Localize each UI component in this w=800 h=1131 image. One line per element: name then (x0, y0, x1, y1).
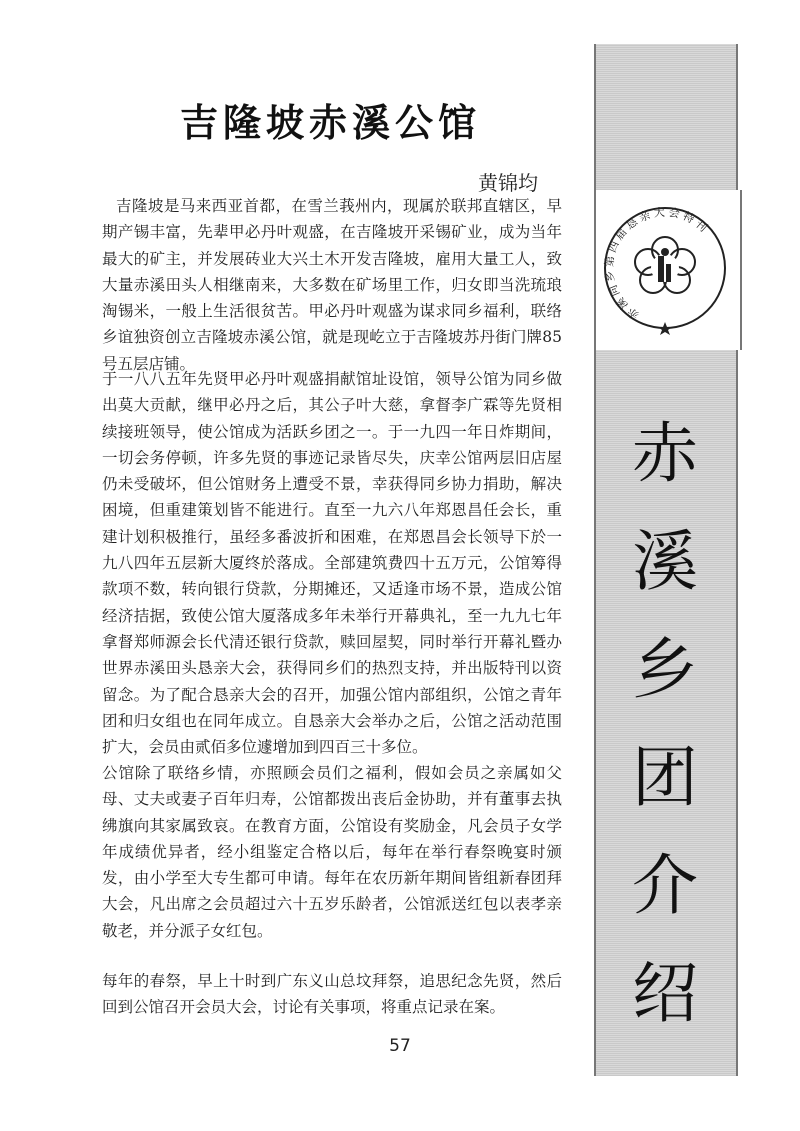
emblem-ring-text: 赤溪同乡第四届恳亲大会特刊 (602, 205, 712, 323)
flower-emblem-icon (595, 192, 735, 342)
page-number: 57 (389, 1036, 411, 1056)
paragraph-2: 于一八八五年先贤甲必丹叶观盛捐献馆址设馆，领导公馆为同乡做出莫大贡献，继甲必丹之后，其公子叶大慈，拿督李广霖等先贤相续接班领导，使公馆成为活跃乡团之一。于一九四一年日炸期间，一切会务停顿，许多先贤的事迹记录皆尽失，庆幸公馆两层旧店屋仍未受破坏，但公馆财务上遭受不景，幸获得同乡协力捐助，解决困境，但重建策划皆不能进行。直至一九六八年郑恩昌任会长，重建计划积极推行，虽经多番波折和困难，在郑恩昌会长领导下於一九八四年五层新大厦终於落成。全部建筑费四十五万元，公馆筹得款项不数，转向银行贷款，分期摊还，又适逢市场不景，造成公馆经济拮据，致使公馆大厦落成多年未举行开幕典礼，至一九九七年拿督郑师源会长代清还银行贷款，赎回屋契，同时举行开幕礼暨办世界赤溪田头恳亲大会，获得同乡们的热烈支持，并出版特刊以资留念。为了配合恳亲大会的召开，加强公馆内部组织，公馆之青年团和归女组也在同年成立。自恳亲大会举办之后，公馆之活动范围扩大，会员由贰佰多位遽增加到四百三十多位。 (102, 370, 562, 757)
paragraph-1: 吉隆坡是马来西亚首都，在雪兰莪州内，现属於联邦直辖区，早期产锡丰富，先辈甲必丹叶观盛，在吉隆坡开采锡矿业，成为当年最大的矿主，并发展砖业大兴土木开发吉隆坡，雇用大量工人，致大量赤溪田头人相继南来，大多数在矿场里工作，归女即当洗琉琅淘锡米，一般上生活很贫苦。甲必丹叶观盛为谋求同乡福利，联络乡谊独资创立吉隆坡赤溪公馆，就是现屹立于吉隆坡苏丹街门牌85号五层店铺。 (102, 197, 562, 373)
sidebar-title: 赤溪乡团介绍 (632, 415, 698, 1032)
paragraph-4: 每年的春祭，早上十时到广东义山总坟拜祭，追思纪念先贤，然后回到公馆召开会员大会，讨论有关事项，将重点记录在案。 (102, 972, 562, 1017)
paragraph-3: 公馆除了联络乡情，亦照顾会员们之福利，假如会员之亲属如父母、丈夫或妻子百年归寿，公馆都拨出丧后金协助，并有董事去执绋旗向其家属致哀。在教育方面，公馆设有奖励金，凡会员子女学年成绩优异者，经小组鉴定合格以后，每年在举行春祭晚宴时颁发，由小学至大专生都可申请。每年在农历新年期间皆组新春团拜大会，凡出席之会员超过六十五岁乐龄者，公馆派送红包以表孝亲敬老，并分派子女红包。 (102, 764, 562, 940)
article-author: 黄锦均 (478, 171, 538, 195)
article-title: 吉隆坡赤溪公馆 (180, 101, 482, 145)
